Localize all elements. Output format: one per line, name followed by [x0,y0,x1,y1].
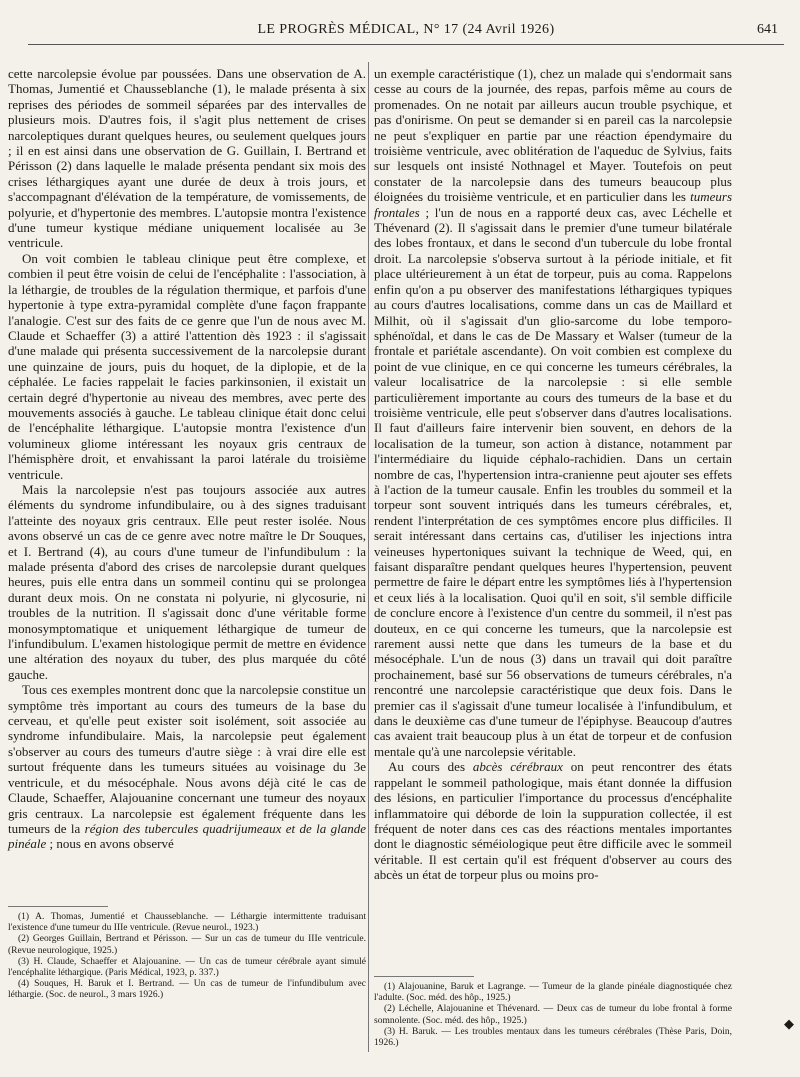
body-paragraph [374,759,732,882]
page-number: 641 [757,22,778,37]
footnote: (2) Léchelle, Alajouanine et Thévenard. — Deux cas de tumeur du lobe frontal à forme somnolente. (Soc. méd. des hôp., 1925.) [374,1004,732,1026]
footnote-rule [8,906,108,907]
journal-title: LE PROGRÈS MÉDICAL, N° 17 (24 Avril 1926) [257,22,555,37]
right-column [374,66,732,1049]
body-paragraph: On voit combien le tableau clinique peut être complexe, et combien il peut être voisin de celui de l'encéphalite : l'association, à la léthargie, de troubles de la régulation thermique, et parfois d'une hypertonie à type extra-pyramidal complète d'une façon frappante l'analogie. C'est sur des faits de ce genre que l'un de nous avec M. Claude et Schaeffer (3) a attiré l'attention dès 1923 : il s'agissait d'une malade qui présenta successivement de la narcolepsie durant une quinzaine de jours, puis du hoquet, de la diplopie, et de la céphalée. Le facies rappelait le facies parkinsonien, il existait un certain degré d'hypertonie au niveau des membres, avec perte des mouvements associés à gauche. Le tableau clinique était donc celui de l'encéphalite léthargique. L'autopsie montra l'existence d'un volumineux gliome intéressant les noyaux gris centraux de l'hémisphère droit, et envahissant la paroi latérale du troisième ventricule. [8,250,366,482]
body-text: ; l'un de nous en a rapporté deux cas, avec Léchelle et Thévenard (2). Il s'agissait dans le premier d'une tumeur bilatérale des lobes frontaux, et dans le second d'un tubercule du lobe frontal droit. La narcolepsie s'observa surtout à la période initiale, et fit place ultérieurement à un état de torpeur, puis au coma. Rappelons enfin qu'on a pu observer des manifestations léthargiques typiques au cours d'autres localisations, comme dans un cas de Maillard et Milhit, où il s'agissait d'un glio-sarcome du lobe temporo-sphénoïdal, et dans le cas de De Massary et Walser (tumeur de la frontale et pariétale ascendante). On voit combien est complexe du point de vue clinique, en ce qui concerne les tumeurs cérébrales, la valeur localisatrice de la narcolepsie : si elle semble particulièrement importante au cours des tumeurs de la base et du troisième ventricule, elle peut s'observer dans d'autres localisations. Il faut d'ailleurs faire intervenir bien souvent, en dehors de la localisation de la tumeur, son action à distance, notamment par l'intermédiaire du liquide céphalo-rachidien. Dans un certain nombre de cas, l'hypertension intra-cranienne peut ajouter ses effets à l'action de la tumeur causale. Enfin les troubles du sommeil et la torpeur sont souvent intriqués dans les tumeurs cérébrales, et, rendent l'interprétation de ces symptômes encore plus difficiles. Il serait intéressant dans certains cas, d'utiliser les injections intra veineuses hypertoniques suivant la technique de Weed, qui, en faisant disparaître pendant quelques heures l'hypertension, peuvent permettre de faire le départ entre les symptômes liés à l'hypertension et ceux liés à la localisation. Quoi qu'il en soit, s'il semble difficile de conclure encore à l'existence d'un centre du sommeil, il n'est pas douteux, en ce qui concerne les tumeurs, que la narcolepsie est rarement aussi nette que dans les tumeurs de la base et du mésocéphale. L'un de nous (3) dans un travail qui doit paraître prochainement, basé sur 56 observations de tumeurs cérébrales, n'a rencontré une narcolepsie caractéristique que deux fois. Dans le premier cas il s'agissait d'une tumeur localisée à l'infundibulum, et dans le deuxième cas d'une tumeur de l'épiphyse. Beaucoup d'autres cas avaient trait beaucoup plus à un état de torpeur et de confusion mentale qu'à une narcolepsie véritable. [374,204,732,759]
italic-term: région des tubercules quadrijumeaux et de la glande pinéale [8,820,366,852]
footnotes-left [8,896,366,1002]
body-text: Tous ces exemples montrent donc que la narcolepsie constitue un symptôme très important au cours des tumeurs de la base du cerveau, et qu'elle peut exister soit isolément, soit associée au syndrome infundibulaire. Mais, la narcolepsie peut également s'observer au cours des tumeurs d'autre siège : à vrai dire elle est surtout fréquente dans les tumeurs situées au voisinage du 3e ventricule, et du mésocéphale. Nous avons déjà cité le cas de Claude, Schaeffer, Alajouanine concernant une tumeur des noyaux gris centraux. La narcolepsie est également fréquente dans les tumeurs de la [8,682,366,836]
body-paragraph: Mais la narcolepsie n'est pas toujours associée aux autres éléments du syndrome infundibulaire, ou à des signes traduisant l'atteinte des noyaux gris centraux. Elle peut rester isolée. Nous avons observé un cas de ce genre avec notre maître le Dr Souques, et I. Bertrand (4), au cours d'une tumeur de l'infundibulum : la malade présenta d'abord des crises de narcolepsie durant quelques heures, puis elle entra dans un sommeil continu qui se prolongea durant deux mois. On ne constata ni polyurie, ni glycosurie, ni troubles de la nutrition. Il s'agissait donc d'une véritable forme monosymptomatique et uniquement léthargique de tumeur de l'infundibulum. L'examen histologique permit de mettre en évidence une altération des noyaux du tuber, des plus marquée du côté gauche. [8,481,366,682]
body-paragraph [374,66,732,759]
footnote: (3) H. Baruk. — Les troubles mentaux dans les tumeurs cérébrales (Thèse Paris, Doin, 1926.) [374,1026,732,1049]
body-text: un exemple caractéristique (1), chez un malade qui s'endormait sans cesse au cours de la journée, des repas, parfois même au cours de promenades. On ne notait par ailleurs aucun trouble psychique, et pas d'onirisme. On peut se demander si en pareil cas la narcolepsie ne peut s'expliquer en partie par une réaction épendymaire du troisième ventricule, avec oblitération de l'aqueduc de Sylvius, faits sur lesquels ont insisté Nothnagel et Mayer. Toutefois on peut constater de la narcolepsie dans des tumeurs beaucoup plus éloignées du troisième ventricule, et en particulier dans les [374,66,732,205]
footnote: (3) H. Claude, Schaeffer et Alajouanine. — Un cas de tumeur cérébrale ayant simulé l'encéphalite léthargique. (Paris Médical, 1923, p. 337.) [8,956,366,979]
footnotes-right [374,966,732,1049]
footnote: (1) A. Thomas, Jumentié et Chausseblanche. — Léthargie intermittente traduisant l'existence d'une tumeur du IIIe ventricule. (Revue neurol., 1923.) [8,912,366,934]
end-ornament: ◆ [784,1016,794,1031]
body-paragraph: cette narcolepsie évolue par poussées. Dans une observation de A. Thomas, Jumentié et Chausseblanche (1), le malade présenta à six reprises des périodes de sommeil séparées par des intervalles de plusieurs mois. D'autres fois, il s'agit plus nettement de crises narcoleptiques durant quelques heures, ou seulement quelques jours ; il en est ainsi dans une observation de G. Guillain, I. Bertrand et Périsson (2) dans laquelle le malade présenta pendant six mois des crises léthargiques ayant une durée de deux à trois jours, et s'accompagnant d'élévation de la température, de vomissements, de polyurie, et d'hypertonie des membres. L'autopsie montra l'existence d'une tumeur kystique médiane uniquement localisée au 3e ventricule. [8,66,366,251]
column-divider [368,62,369,1052]
italic-term: tumeurs frontales [374,189,732,220]
italic-term: abcès cérébraux [472,759,563,775]
body-text: ; nous en avons observé [46,836,174,852]
body-paragraph [8,682,366,851]
body-text: Au cours des [388,759,473,775]
running-header [28,20,784,45]
footnote: (4) Souques, H. Baruk et I. Bertrand. — Un cas de tumeur de l'infundibulum avec léthargie. (Soc. de neurol., 3 mars 1926.) [8,979,366,1001]
footnote: (1) Alajouanine, Baruk et Lagrange. — Tumeur de la glande pinéale diagnostiquée chez l'adulte. (Soc. méd. des hôp., 1925.) [374,982,732,1004]
footnote-rule [374,976,474,977]
footnote: (2) Georges Guillain, Bertrand et Périsson. — Sur un cas de tumeur du IIIe ventricule. (Revue neurologique, 1925.) [8,934,366,956]
body-text: on peut rencontrer des états rappelant le sommeil pathologique, mais étant donnée la diffusion des lésions, en particulier l'importance du processus d'encéphalite inflammatoire qui déborde de loin la suppuration collectée, il est fréquent de noter dans ces cas des réactions mentales importantes dont le diagnostic séméiologique peut être difficile avec le sommeil véritable. Il est certain qu'il est fréquent d'observer au cours des abcès un état de torpeur plus ou moins pro- [374,759,732,883]
left-column [8,66,366,1001]
